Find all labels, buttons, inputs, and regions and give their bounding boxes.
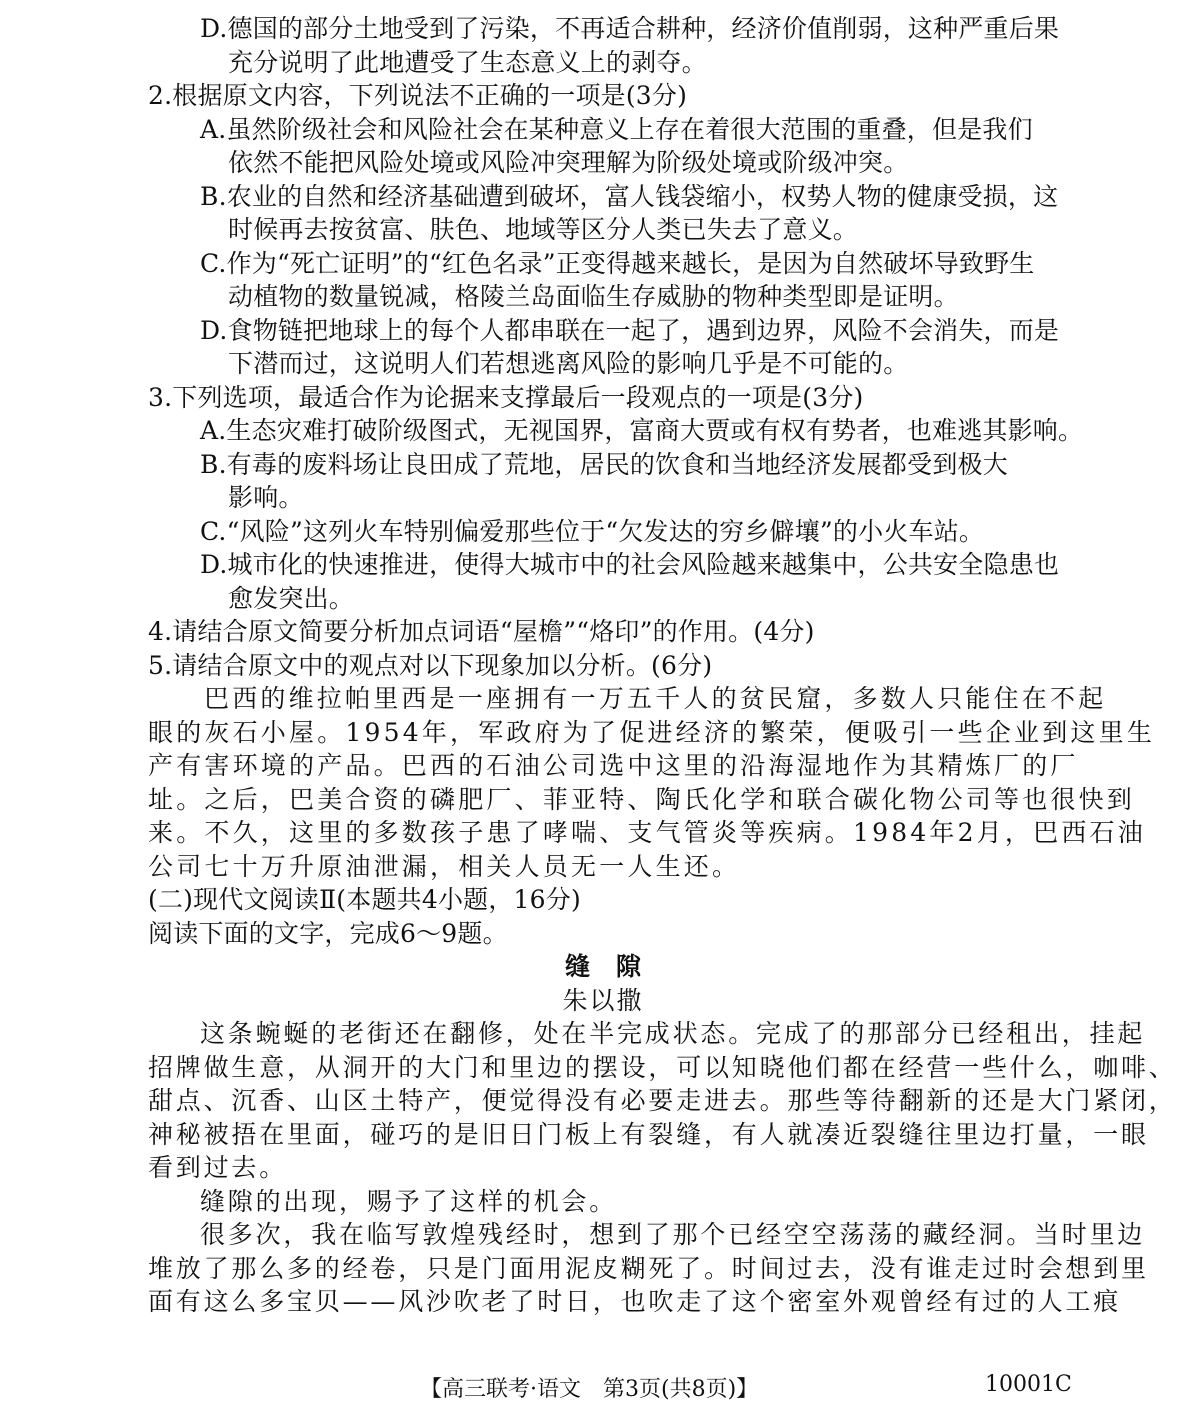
text-line: 这条蜿蜒的老街还在翻修，处在半完成状态。完成了的那部分已经租出，挂起 xyxy=(200,1019,1146,1048)
page-footer xyxy=(0,1372,1200,1406)
text-line: D.城市化的快速推进，使得大城市中的社会风险越来越集中，公共安全隐患也 xyxy=(200,550,1060,579)
text-line: C.“风险”这列火车特别偏爱那些位于“欠发达的穷乡僻壤”的小火车站。 xyxy=(200,516,985,546)
text-line: B.有毒的废料场让良田成了荒地，居民的饮食和当地经济发展都受到极大 xyxy=(200,449,1008,479)
document-body xyxy=(148,12,1177,1319)
text-line: 眼的灰石小屋。1954年，军政府为了促进经济的繁荣，便吸引一些企业到这里生 xyxy=(148,717,1156,747)
text-line: 产有害环境的产品。巴西的石油公司选中这里的沿海湿地作为其精炼厂的厂 xyxy=(148,751,1079,780)
text-line: 阅读下面的文字，完成6～9题。 xyxy=(148,918,508,948)
text-line: 时候再去按贫富、肤色、地域等区分人类已失去了意义。 xyxy=(228,215,859,244)
text-line: A.虽然阶级社会和风险社会在某种意义上存在着很大范围的重叠，但是我们 xyxy=(200,114,1033,144)
footer-page-info: 【高三联考·语文 第3页(共8页)】 xyxy=(420,1377,759,1402)
text-line: 甜点、沉香、山区土特产，便觉得没有必要走进去。那些等待翻新的还是大门紧闭， xyxy=(148,1086,1177,1115)
text-line: A.生态灾难打破阶级图式，无视国界，富商大贾或有权有势者，也难逃其影响。 xyxy=(200,416,1084,445)
document-page xyxy=(148,12,1177,1319)
text-line: 3.下列选项，最适合作为论据来支撑最后一段观点的一项是(3分) xyxy=(148,382,864,412)
text-line: 影响。 xyxy=(228,483,304,512)
text-line: 堆放了那么多的经卷，只是门面用泥皮糊死了。时间过去，没有谁走过时会想到里 xyxy=(148,1253,1149,1283)
text-line: 看到过去。 xyxy=(148,1153,288,1182)
text-line: 神秘被捂在里面，碰巧的是旧日门板上有裂缝，有人就凑近裂缝往里边打量，一眼 xyxy=(148,1119,1149,1149)
text-line: 5.请结合原文中的观点对以下现象加以分析。(6分) xyxy=(148,650,713,680)
text-line: D.食物链把地球上的每个人都串联在一起了，遇到边界，风险不会消失，而是 xyxy=(200,315,1060,345)
text-line: 很多次，我在临写敦煌残经时，想到了那个已经空空荡荡的藏经洞。当时里边 xyxy=(200,1220,1146,1249)
text-line: 公司七十万升原油泄漏，相关人员无一人生还。 xyxy=(148,851,741,881)
text-line: 愈发突出。 xyxy=(228,583,355,613)
text-line: 充分说明了此地遭受了生态意义上的剥夺。 xyxy=(228,47,707,77)
text-line: 朱以撒 xyxy=(562,985,644,1015)
text-line: 巴西的维拉帕里西是一座拥有一万五千人的贫民窟，多数人只能住在不起 xyxy=(204,684,1107,713)
text-line: 面有这么多宝贝——风沙吹老了时日，也吹走了这个密室外观曾经有过的人工痕 xyxy=(148,1287,1122,1316)
text-line: 来。不久，这里的多数孩子患了哮喘、支气管炎等疾病。1984年2月，巴西石油 xyxy=(148,818,1146,847)
text-line: 2.根据原文内容，下列说法不正确的一项是(3分) xyxy=(148,81,688,110)
text-line: 4.请结合原文简要分析加点词语“屋檐”“烙印”的作用。(4分) xyxy=(148,617,815,646)
text-line: 下潜而过，这说明人们若想逃离风险的影响几乎是不可能的。 xyxy=(228,349,909,378)
text-line: 缝隙的出现，赐予了这样的机会。 xyxy=(200,1186,618,1216)
text-line: 招牌做生意，从洞开的大门和里边的摆设，可以知晓他们都在经营一些什么，咖啡、 xyxy=(148,1052,1177,1082)
text-line: 址。之后，巴美合资的磷肥厂、菲亚特、陶氏化学和联合碳化物公司等也很快到 xyxy=(148,784,1136,814)
text-line: 缝隙 xyxy=(564,952,667,981)
text-line: B.农业的自然和经济基础遭到破坏，富人钱袋缩小，权势人物的健康受损，这 xyxy=(200,181,1059,211)
text-line: 依然不能把风险处境或风险冲突理解为阶级处境或阶级冲突。 xyxy=(228,148,909,177)
footer-exam-code: 10001C xyxy=(985,1372,1072,1397)
text-line: D.德国的部分土地受到了污染，不再适合耕种，经济价值削弱，这种严重后果 xyxy=(200,14,1060,43)
text-line: 动植物的数量锐减，格陵兰岛面临生存威胁的物种类型即是证明。 xyxy=(228,282,959,311)
text-line: C.作为“死亡证明”的“红色名录”正变得越来越长，是因为自然破坏导致野生 xyxy=(200,248,1035,278)
text-line: (二)现代文阅读Ⅱ(本题共4小题，16分) xyxy=(148,885,581,914)
